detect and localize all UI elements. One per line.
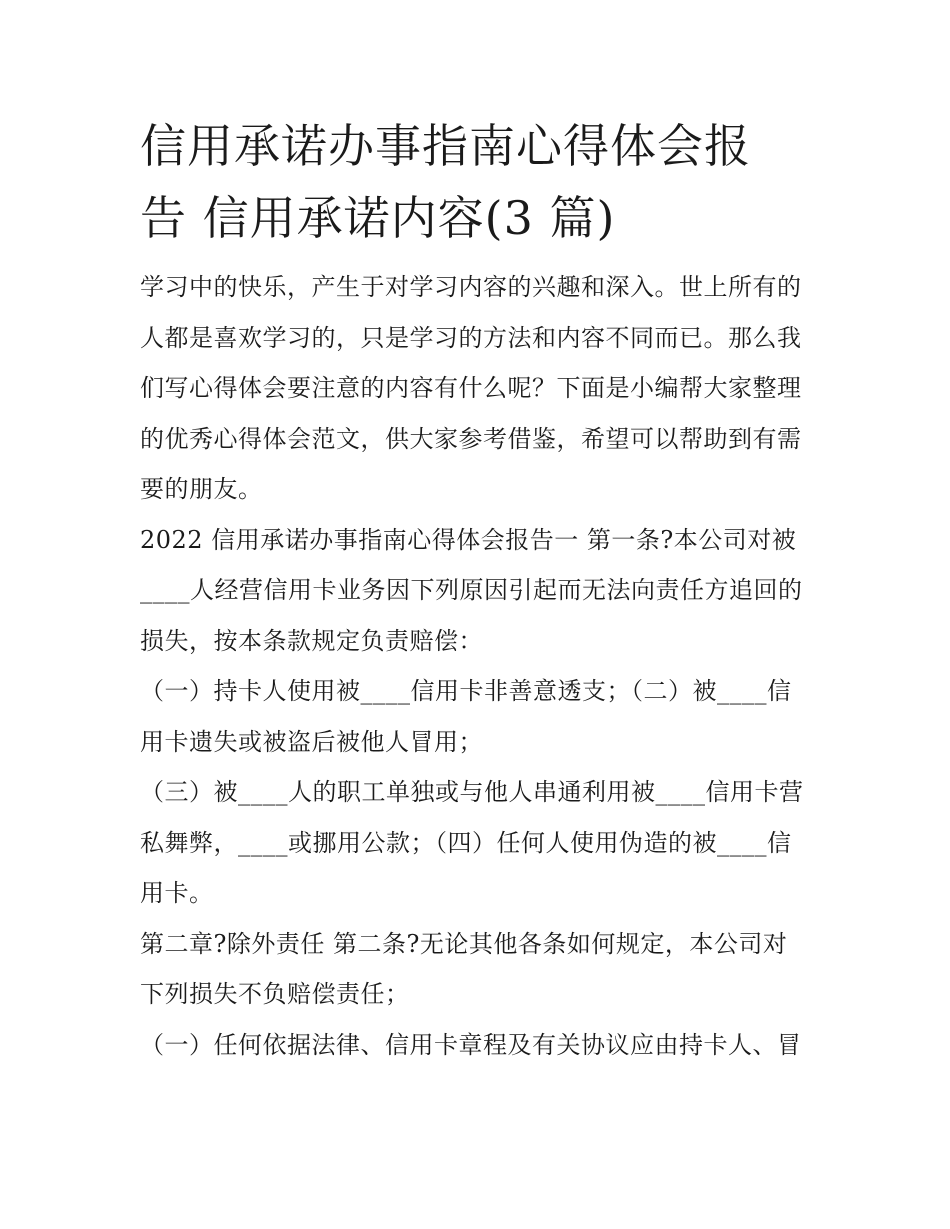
paragraph-chapter-two: 第二章?除外责任 第二条?无论其他各条如何规定，本公司对 下列损失不负赔偿责任；	[140, 929, 788, 1008]
paragraph-intro: 学习中的快乐，产生于对学习内容的兴趣和深入。世上所有的 人都是喜欢学习的，只是学习的方法和内容不同而已。那么我 们写心得体会要注意的内容有什么呢？下面是小编帮大家整理 的优秀心得体会范文，供大家参考借鉴，希望可以帮助到有需 要的朋友。	[140, 273, 802, 503]
paragraph-clause-1-2: （一）持卡人使用被____信用卡非善意透支；（二）被____信 用卡遗失或被盗后被他人冒用；	[140, 677, 792, 756]
paragraph-exclusion-1: （一）任何依据法律、信用卡章程及有关协议应由持卡人、冒	[140, 1030, 802, 1059]
document-title: 信用承诺办事指南心得体会报 告 信用承诺内容(3 篇)	[140, 119, 751, 245]
paragraph-report-one: 2022 信用承诺办事指南心得体会报告一 第一条?本公司对被 ____人经营信用卡业务因下列原因引起而无法向责任方追回的 损失，按本条款规定负责赔偿：	[140, 525, 803, 655]
document-page	[140, 110, 820, 1070]
paragraph-clause-3-4: （三）被____人的职工单独或与他人串通利用被____信用卡营 私舞弊，____或挪用公款；（四）任何人使用伪造的被____信 用卡。	[140, 778, 804, 907]
